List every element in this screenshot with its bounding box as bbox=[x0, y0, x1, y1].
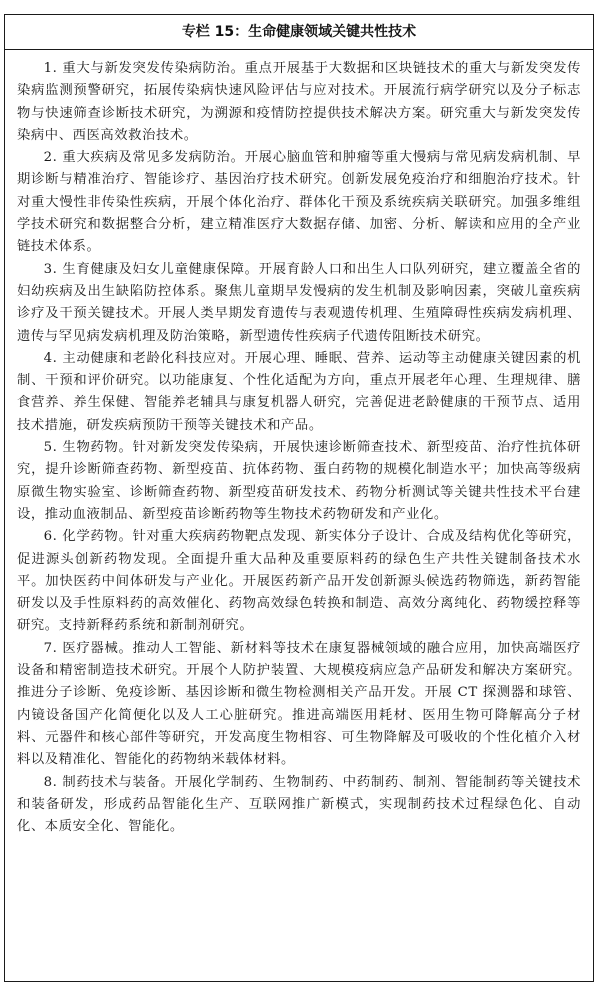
paragraph-major-diseases: 2. 重大疾病及常见多发病防治。开展心脑血管和肿瘤等重大慢病与常见病发病机制、早期诊断与精准治疗、智能诊疗、基因治疗技术研究。创新发展免疫治疗和细胞治疗技术。针对重大慢性非传染性疾病，开展个体化治疗、群体化干预及系统疾病关联研究。加强多维组学技术研究和数据整合分析，建立精准医疗大数据存储、加密、分析、解读和应用的全产业链技术体系。 bbox=[17, 150, 581, 255]
paragraph-chemical-drugs: 6. 化学药物。针对重大疾病药物靶点发现、新实体分子设计、合成及结构优化等研究，促进源头创新药物发现。全面提升重大品种及重要原料药的绿色生产共性关键制备技术水平。加快医药中间体研发与产业化。开展医药新产品开发创新源头候选药物筛选，新药智能研发以及手性原料药的高效催化、药物高效绿色转换和制造、高效分离纯化、药物缓控释等研究。支持新释药系统和新制剂研究。 bbox=[17, 529, 581, 634]
paragraph-infectious-disease: 1. 重大与新发突发传染病防治。重点开展基于大数据和区块链技术的重大与新发突发传染病监测预警研究，拓展传染病快速风险评估与应对技术。开展流行病学研究以及分子标志物与快速筛查诊断技术研究，为溯源和疫情防控提供技术解决方案。研究重大与新发突发传染病中、西医高效救治技术。 bbox=[17, 61, 581, 143]
column-box bbox=[4, 14, 594, 982]
column-content bbox=[5, 50, 593, 838]
paragraph-pharma-technology: 8. 制药技术与装备。开展化学制药、生物制药、中药制药、制剂、智能制药等关键技术和装备研发，形成药品智能化生产、互联网推广新模式，实现制药技术过程绿色化、自动化、本质安全化、智能化。 bbox=[17, 774, 581, 835]
paragraph-biological-drugs: 5. 生物药物。针对新发突发传染病，开展快速诊断筛查技术、新型疫苗、治疗性抗体研究，提升诊断筛查药物、新型疫苗、抗体药物、蛋白药物的规模化制造水平；加快高等级病原微生物实验室、诊断筛查药物、新型疫苗研发技术、药物分析测试等关键共性技术平台建设，推动血液制品、新型疫苗诊断药物等生物技术药物研发和产业化。 bbox=[17, 440, 581, 522]
paragraph-active-health-aging: 4. 主动健康和老龄化科技应对。开展心理、睡眠、营养、运动等主动健康关键因素的机制、干预和评价研究。以功能康复、个性化适配为方向，重点开展老年心理、生理规律、膳食营养、养生保健、智能养老辅具与康复机器人研究，完善促进老龄健康的干预节点、适用技术措施，研发疾病预防干预等关键技术和产品。 bbox=[17, 350, 581, 433]
paragraph-reproductive-health: 3. 生育健康及妇女儿童健康保障。开展育龄人口和出生人口队列研究，建立覆盖全省的妇幼疾病及出生缺陷防控体系。聚焦儿童期早发慢病的发生机制及影响因素，突破儿童疾病诊疗及干预关键技术。开展人类早期发育遗传与表观遗传机理、生殖障碍性疾病发病机理、遗传与罕见病发病机理及防治策略，新型遗传性疾病子代遗传阻断技术研究。 bbox=[17, 261, 581, 344]
paragraph-medical-devices: 7. 医疗器械。推动人工智能、新材料等技术在康复器械领域的融合应用，加快高端医疗设备和精密制造技术研究。开展个人防护装置、大规模疫病应急产品研发和解决方案研究。推进分子诊断、免疫诊断、基因诊断和微生物检测相关产品开发。开展 CT 探测器和球管、内镜设备国产化简便化以及人工心脏研究。推进高端医用耗材、医用生物可降解高分子材料、元器件和核心部件等研究，开发高度生物相容、可生物降解及可吸收的个性化植介入材料以及精准化、智能化的药物纳米载体材料。 bbox=[17, 640, 581, 768]
column-title: 专栏 15：生命健康领域关键共性技术 bbox=[5, 15, 593, 50]
